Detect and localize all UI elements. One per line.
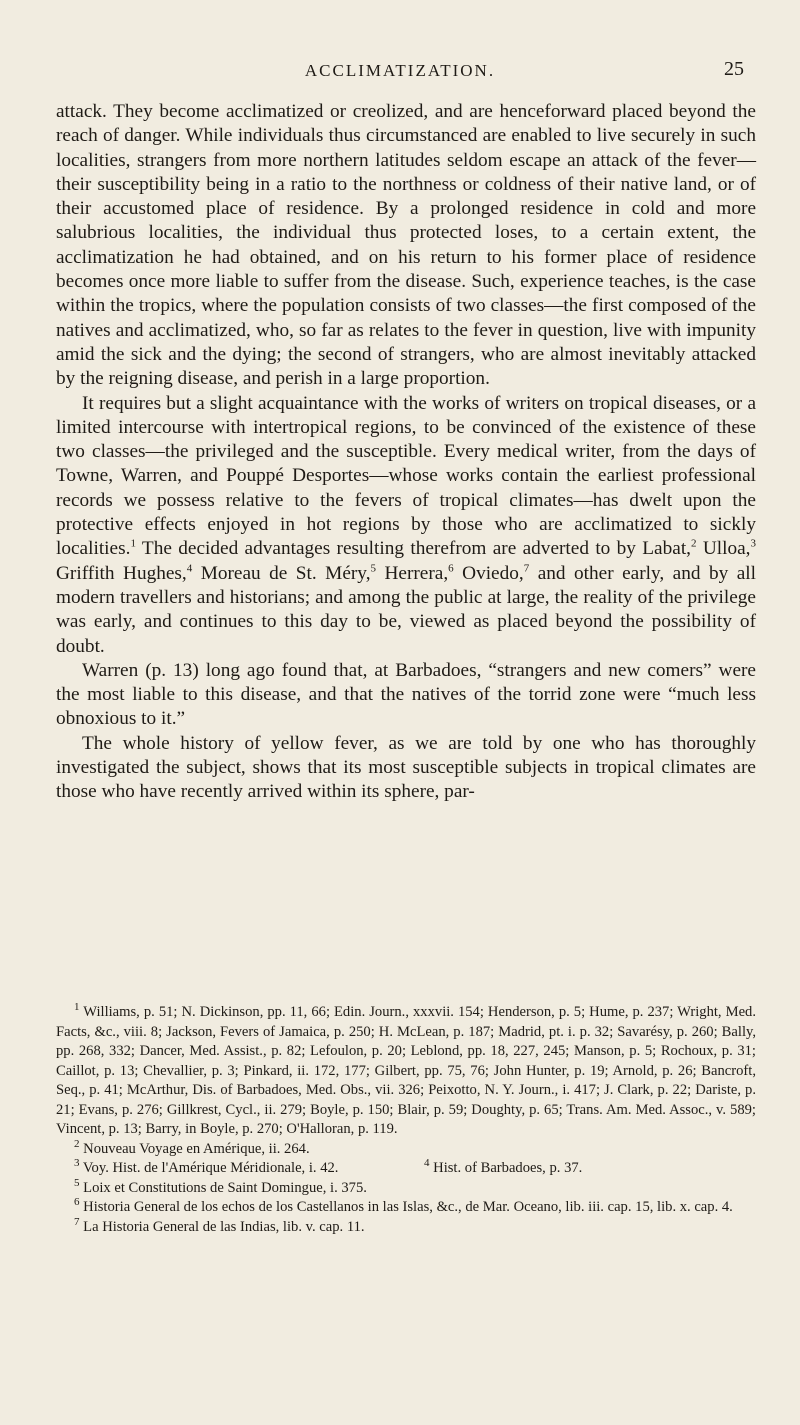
- footnote-marker-2: 2: [74, 1137, 80, 1150]
- page-header: [56, 58, 744, 84]
- footnote-6: [56, 1198, 756, 1218]
- running-title: ACCLIMATIZATION.: [304, 61, 496, 80]
- footnote-ref-7: 7: [523, 562, 530, 575]
- footnote-6-text: Historia General de los echos de los Castellanos in las Islas, &c., de Mar. Oceano, lib. iii. cap. 15, lib. x. cap. 4.: [83, 1199, 733, 1215]
- paragraph-1: attack. They become acclimatized or creolized, and are henceforward placed beyond the reach of danger. While individuals thus circumstanced are enabled to live securely in such localities, strangers from more northern latitudes seldom escape an attack of the fever—their susceptibility being in a ratio to the northness or coldness of their native land, or of their accustomed place of residence. By a prolonged residence in cold and more salubrious localities, the individual thus protected loses, to a certain extent, the acclimatization he had obtained, and on his return to his former place of residence becomes once more liable to suffer from the disease. Such, experience teaches, is the case within the tropics, where the population consists of two classes—the first composed of the natives and acclimatized, who, so far as relates to the fever in question, live with impunity amid the sick and the dying; the second of strangers, who are almost inevitably attacked by the reigning disease, and perish in a large proportion.: [56, 101, 756, 390]
- footnote-4-text: Hist. of Barbadoes, p. 37.: [433, 1160, 583, 1176]
- paragraph-2-text-e: Moreau de St. Méry,: [192, 562, 371, 584]
- footnote-marker-4: 4: [424, 1157, 430, 1170]
- paragraph-2-text-g: Oviedo,: [453, 562, 524, 584]
- footnote-ref-1: 1: [130, 537, 136, 550]
- footnotes: [56, 1003, 756, 1237]
- paragraph-2-text-d: Griffith Hughes,: [56, 562, 187, 584]
- footnote-5: [56, 1176, 756, 1199]
- paragraph-2-text-a: It requires but a slight acquaintance with the works of writers on tropical diseases, or a limited intercourse with intertropical regions, to be convinced of the existence of these two classes—the privileged and the susceptible. Every medical writer, from the days of Towne, Warren, and Pouppé Desportes—whose works contain the earliest professional records we possess relative to the fevers of tropical climates—has dwelt upon the protective effects enjoyed in hot regions by those who are acclimatized to sickly localities.: [56, 392, 756, 560]
- paragraph-4: The whole history of yellow fever, as we are told by one who has thoroughly investigated the subject, shows that its most susceptible subjects in tropical climates are those who have recently arrived within its sphere, par-: [56, 732, 756, 803]
- footnote-2: [56, 1137, 756, 1160]
- body-text: [56, 100, 756, 805]
- footnote-3-text: Voy. Hist. de l'Amérique Méridionale, i. 42.: [82, 1160, 339, 1176]
- footnote-marker-6: 6: [74, 1196, 80, 1209]
- paragraph-2: [56, 392, 756, 659]
- footnote-7-text: La Historia General de las Indias, lib. v. cap. 11.: [83, 1218, 365, 1235]
- footnote-row-3-4: [56, 1159, 756, 1179]
- footnote-7: [56, 1215, 756, 1238]
- footnote-ref-5: 5: [370, 562, 377, 575]
- footnote-ref-3: 3: [750, 537, 757, 550]
- footnote-ref-6: 6: [448, 562, 454, 575]
- footnote-2-text: Nouveau Voyage en Amérique, ii. 264.: [83, 1140, 310, 1157]
- paragraph-2-text-c: Ulloa,: [696, 538, 751, 560]
- paragraph-3: Warren (p. 13) long ago found that, at Barbadoes, “strangers and new comers” were the most liable to this disease, and that the natives of the torrid zone were “much less obnoxious to it.”: [56, 659, 756, 730]
- footnote-ref-2: 2: [691, 537, 697, 550]
- paragraph-2-text-f: Herrera,: [376, 562, 449, 584]
- footnote-marker-1: 1: [74, 1001, 80, 1014]
- page-number: 25: [724, 58, 744, 80]
- footnote-4: [406, 1159, 756, 1179]
- footnote-marker-7: 7: [74, 1215, 80, 1228]
- footnote-3: [56, 1159, 406, 1179]
- footnote-marker-5: 5: [74, 1176, 80, 1189]
- paragraph-2-text-h: and other early, and by all modern travellers and historians; and among the public at large, the reality of the privilege was early, and continues to this day to be, viewed as placed beyond the possibility of doubt.: [56, 562, 756, 657]
- footnote-1: [56, 1003, 756, 1140]
- footnote-5-text: Loix et Constitutions de Saint Domingue, i. 375.: [83, 1179, 367, 1196]
- paragraph-2-text-b: The decided advantages resulting therefrom are adverted to by Labat,: [135, 538, 691, 560]
- footnote-marker-3: 3: [74, 1157, 80, 1170]
- footnote-ref-4: 4: [186, 562, 193, 575]
- footnote-1-text: Williams, p. 51; N. Dickinson, pp. 11, 66; Edin. Journ., xxxvii. 154; Henderson, p. 5; Hume, p. 237; Wright, Med. Facts, &c., viii. 8; Jackson, Fevers of Jamaica, p. 250; H. McLean, p. 187; Madrid, pt. i. p. 32; Savarésy, p. 260; Bally, pp. 268, 332; Dancer, Med. Assist., p. 82; Lefoulon, p. 20; Leblond, pp. 18, 227, 245; Manson, p. 5; Rochoux, p. 31; Caillot, p. 13; Chevallier, p. 3; Pinkard, ii. 172, 177; Gilbert, pp. 75, 76; John Hunter, p. 19; Arnold, p. 26; Bancroft, Seq., p. 41; McArthur, Dis. of Barbadoes, Med. Obs., vii. 326; Peixotto, N. Y. Journ., i. 417; J. Clark, p. 22; Dariste, p. 21; Evans, p. 276; Gillkrest, Cycl., ii. 279; Boyle, p. 150; Blair, p. 59; Doughty, p. 65; Trans. Am. Med. Assoc., v. 589; Vincent, p. 13; Barry, in Boyle, p. 270; O'Halloran, p. 119.: [56, 1004, 756, 1137]
